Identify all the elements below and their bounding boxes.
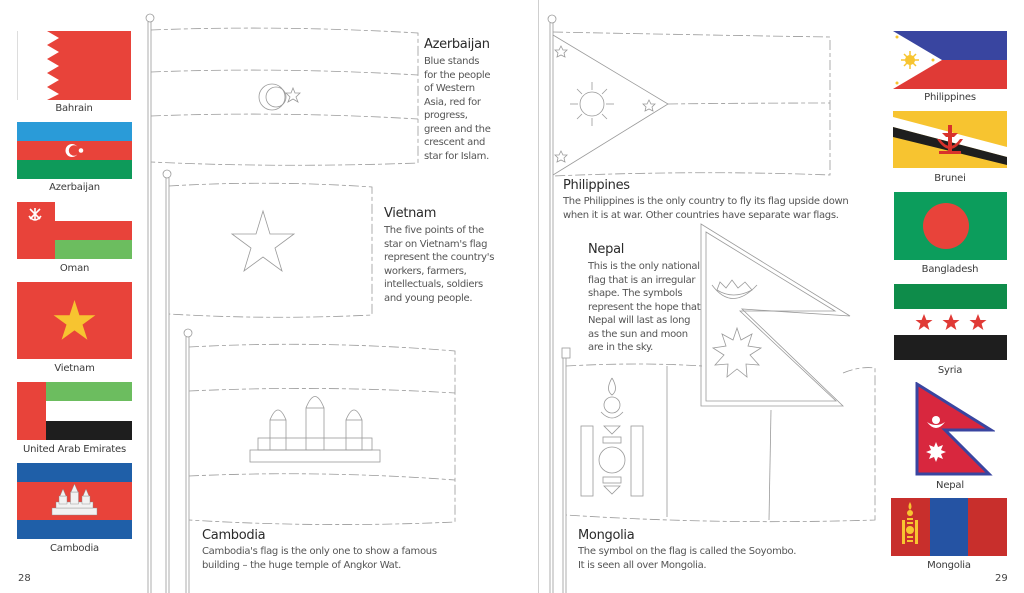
nepal-flag-graphic — [915, 382, 995, 476]
flag-caption-bahrain: Bahrain — [55, 103, 93, 114]
brunei-flag-graphic — [893, 111, 1007, 168]
entry-title-vietnam: Vietnam — [384, 206, 437, 221]
flag-caption-syria: Syria — [937, 365, 963, 376]
flag-philippines — [893, 31, 1007, 89]
soyombo-outline-icon — [581, 378, 643, 496]
entry-text-mongolia: The symbol on the flag is called the Soyombo. It is seen all over Mongolia. — [578, 546, 797, 571]
page-number-right: 29 — [995, 573, 1008, 584]
entry-title-mongolia: Mongolia — [578, 528, 635, 543]
flag-nepal — [915, 382, 995, 476]
flag-caption-vietnam: Vietnam — [54, 363, 95, 374]
entry-title-nepal: Nepal — [588, 242, 625, 257]
entry-text-nepal: This is the only national flag that is an irregular shape. The symbols represent the hope that Nepal will last as long as the sun and moon are in the sky. — [588, 261, 701, 353]
entry-title-azerbaijan: Azerbaijan — [424, 37, 490, 52]
flag-caption-brunei: Brunei — [934, 173, 966, 184]
philippines-flag-graphic — [893, 31, 1007, 89]
syria-flag-graphic — [894, 284, 1007, 360]
entry-text-azerbaijan: Blue stands for the people of Western Asia, red for progress, green and the crescent and star for Islam. — [424, 56, 491, 162]
flag-brunei — [893, 111, 1007, 168]
flag-mongolia — [891, 498, 1007, 556]
flag-caption-nepal: Nepal — [936, 480, 964, 491]
entry-text-cambodia: Cambodia's flag is the only one to show a famous building – the huge temple of Angkor Wat. — [202, 546, 437, 571]
flag-caption-uae: United Arab Emirates — [22, 444, 126, 455]
entry-text-philippines: The Philippines is the only country to fly its flag upside down when it is at war. Other countries have separate war flags. — [563, 196, 849, 221]
bangladesh-flag-graphic — [894, 192, 1007, 260]
flag-caption-mongolia: Mongolia — [927, 560, 971, 571]
flag-caption-bangladesh: Bangladesh — [921, 264, 979, 275]
flag-caption-philippines: Philippines — [924, 92, 976, 103]
flag-bangladesh — [894, 192, 1007, 260]
mongolia-flag-graphic — [891, 498, 1007, 556]
flag-syria — [894, 284, 1007, 360]
entry-title-cambodia: Cambodia — [202, 528, 266, 543]
flag-caption-cambodia: Cambodia — [50, 543, 99, 554]
page-number-left: 28 — [18, 573, 31, 584]
entry-title-philippines: Philippines — [563, 178, 630, 193]
flag-caption-oman: Oman — [59, 263, 90, 274]
entry-text-vietnam: The five points of the star on Vietnam's flag represent the country's workers, farmers, intellectuals, soldiers and young people. — [384, 225, 495, 304]
flag-caption-azerbaijan: Azerbaijan — [49, 182, 100, 193]
